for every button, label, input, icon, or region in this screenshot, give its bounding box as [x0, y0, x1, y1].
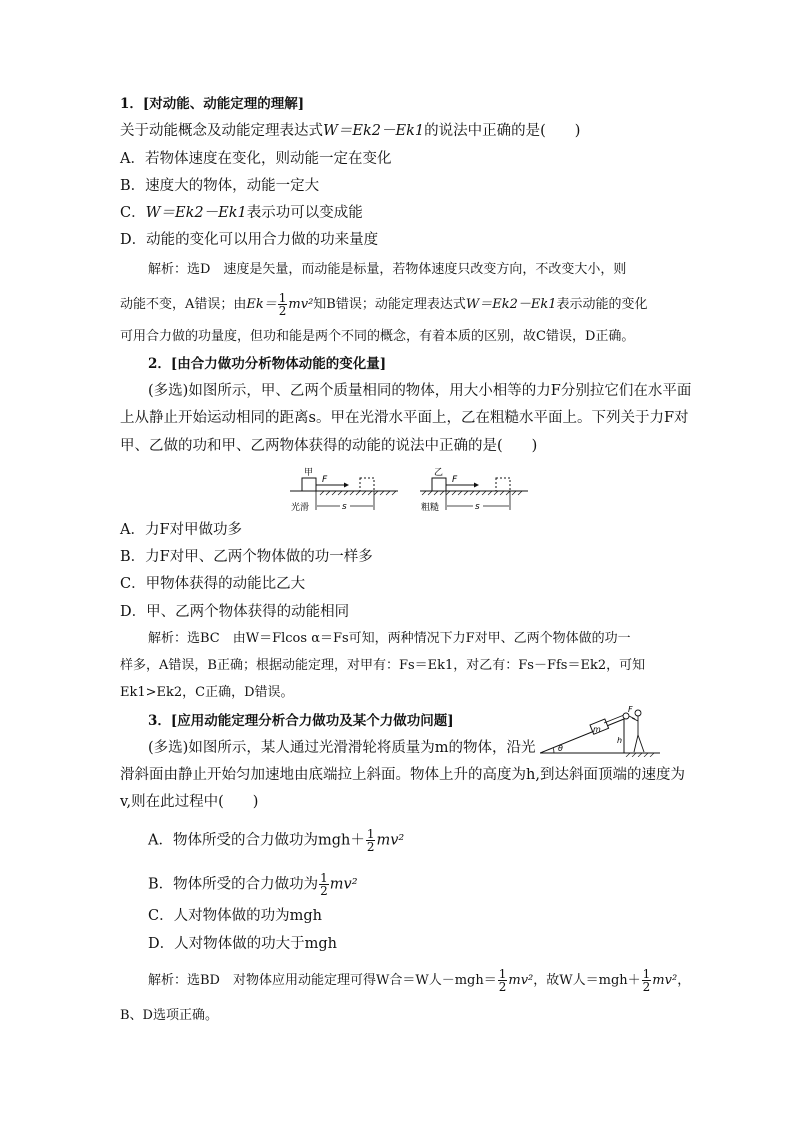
label-f: F [322, 475, 328, 485]
q1-heading: 1．[对动能、动能定理的理解] [120, 96, 305, 112]
q3-option-a: A．物体所受的合力做功为mgh＋ $\frac{1}{2}$ mv² [148, 827, 405, 854]
label-force: F [628, 705, 633, 714]
q2-figure-rough [420, 466, 532, 514]
q2-solution-line-3: Ek1>Ek2，C正确，D错误。 [120, 685, 294, 700]
label-h: h [617, 736, 623, 745]
q3-solution-line-2: B、D选项正确。 [120, 1008, 218, 1023]
q2-option-a: A．力F对甲做功多 [120, 522, 243, 538]
q3-option-b: B．物体所受的合力做功为 $\frac{1}{2}$ mv² [148, 871, 358, 898]
label-m: m [593, 725, 601, 734]
q2-stem-1: (多选)如图所示，甲、乙两个质量相同的物体，用大小相等的力F分别拉它们在水平面 [148, 383, 692, 399]
q2-option-c: C．甲物体获得的动能比乙大 [120, 576, 306, 592]
q3-stem-1: (多选)如图所示，某人通过光滑滑轮将质量为m的物体，沿光 [148, 740, 536, 756]
label-s: s [342, 502, 347, 512]
q1-solution-line-1: 解析：选D 速度是矢量，而动能是标量，若物体速度只改变方向，不改变大小，则 [148, 262, 627, 277]
q1-stem: 关于动能概念及动能定理表达式W＝Ek2－Ek1的说法中正确的是( ) [120, 123, 581, 139]
q2-option-b: B．力F对甲、乙两个物体做的功一样多 [120, 549, 373, 565]
fraction-half: $\frac{1}{2}$ [642, 967, 651, 994]
q2-stem-3: 甲、乙做的功和甲、乙两物体获得的动能的说法中正确的是( ) [120, 438, 538, 454]
q3-incline-figure [540, 705, 665, 757]
fraction-half: $\frac{1}{2}$ [366, 827, 375, 854]
fraction-half: $\frac{1}{2}$ [320, 871, 328, 898]
label-theta: θ [558, 744, 563, 753]
label-yi: 乙 [434, 468, 444, 478]
q2-stem-2: 上从静止开始运动相同的距离s。甲在光滑水平面上，乙在粗糙水平面上。下列关于力F对 [120, 410, 689, 426]
q3-stem-3: v,则在此过程中( ) [120, 794, 259, 810]
q1-option-a: A．若物体速度在变化，则动能一定在变化 [120, 151, 392, 167]
q2-figure-smooth [290, 466, 402, 514]
q3-heading: 3．[应用动能定理分析合力做功及某个力做功问题] [148, 713, 454, 729]
q3-stem-2: 滑斜面由静止开始匀加速地由底端拉上斜面。物体上升的高度为h,到达斜面顶端的速度为 [120, 767, 685, 783]
q2-solution-line-1: 解析：选BC 由W＝Flcos α＝Fs可知，两种情况下力F对甲、乙两个物体做的功一 [148, 631, 631, 646]
q3-option-c: C．人对物体做的功为mgh [148, 908, 322, 924]
label-f: F [452, 475, 458, 485]
fraction-half: $\frac{1}{2}$ [278, 291, 287, 318]
q2-solution-line-2: 样多，A错误，B正确；根据动能定理，对甲有：Fs＝Ek1，对乙有：Fs－Ffs＝Ek2，可知 [120, 658, 646, 673]
fraction-half: $\frac{1}{2}$ [498, 967, 507, 994]
q3-solution-line-1: 解析：选BD 对物体应用动能定理可得W合＝W人－mgh＝ $\frac{1}{2}$ mv²，故W人＝mgh＋ $\frac{1}{2}$ mv²， [148, 967, 691, 994]
label-smooth: 光滑 [291, 503, 310, 513]
q2-heading: 2．[由合力做功分析物体动能的变化量] [148, 356, 387, 372]
label-jia: 甲 [304, 468, 314, 478]
q1-option-b: B．速度大的物体，动能一定大 [120, 178, 320, 194]
q3-option-d: D．人对物体做的功大于mgh [148, 936, 337, 952]
q1-solution-line-3: 可用合力做的功量度，但功和能是两个不同的概念，有着本质的区别，故C错误，D正确。 [120, 329, 635, 344]
q1-option-d: D．动能的变化可以用合力做的功来量度 [120, 232, 379, 248]
q1-solution-line-2: 动能不变，A错误；由Ek＝ $\frac{1}{2}$ mv²知B错误；动能定理表达式W＝Ek2－Ek1表示动能的变化 [120, 291, 648, 318]
label-rough: 粗糙 [421, 503, 440, 513]
q2-option-d: D．甲、乙两个物体获得的动能相同 [120, 604, 350, 620]
q1-option-c: C．W＝Ek2－Ek1表示功可以变成能 [120, 205, 363, 221]
label-s: s [475, 502, 480, 512]
